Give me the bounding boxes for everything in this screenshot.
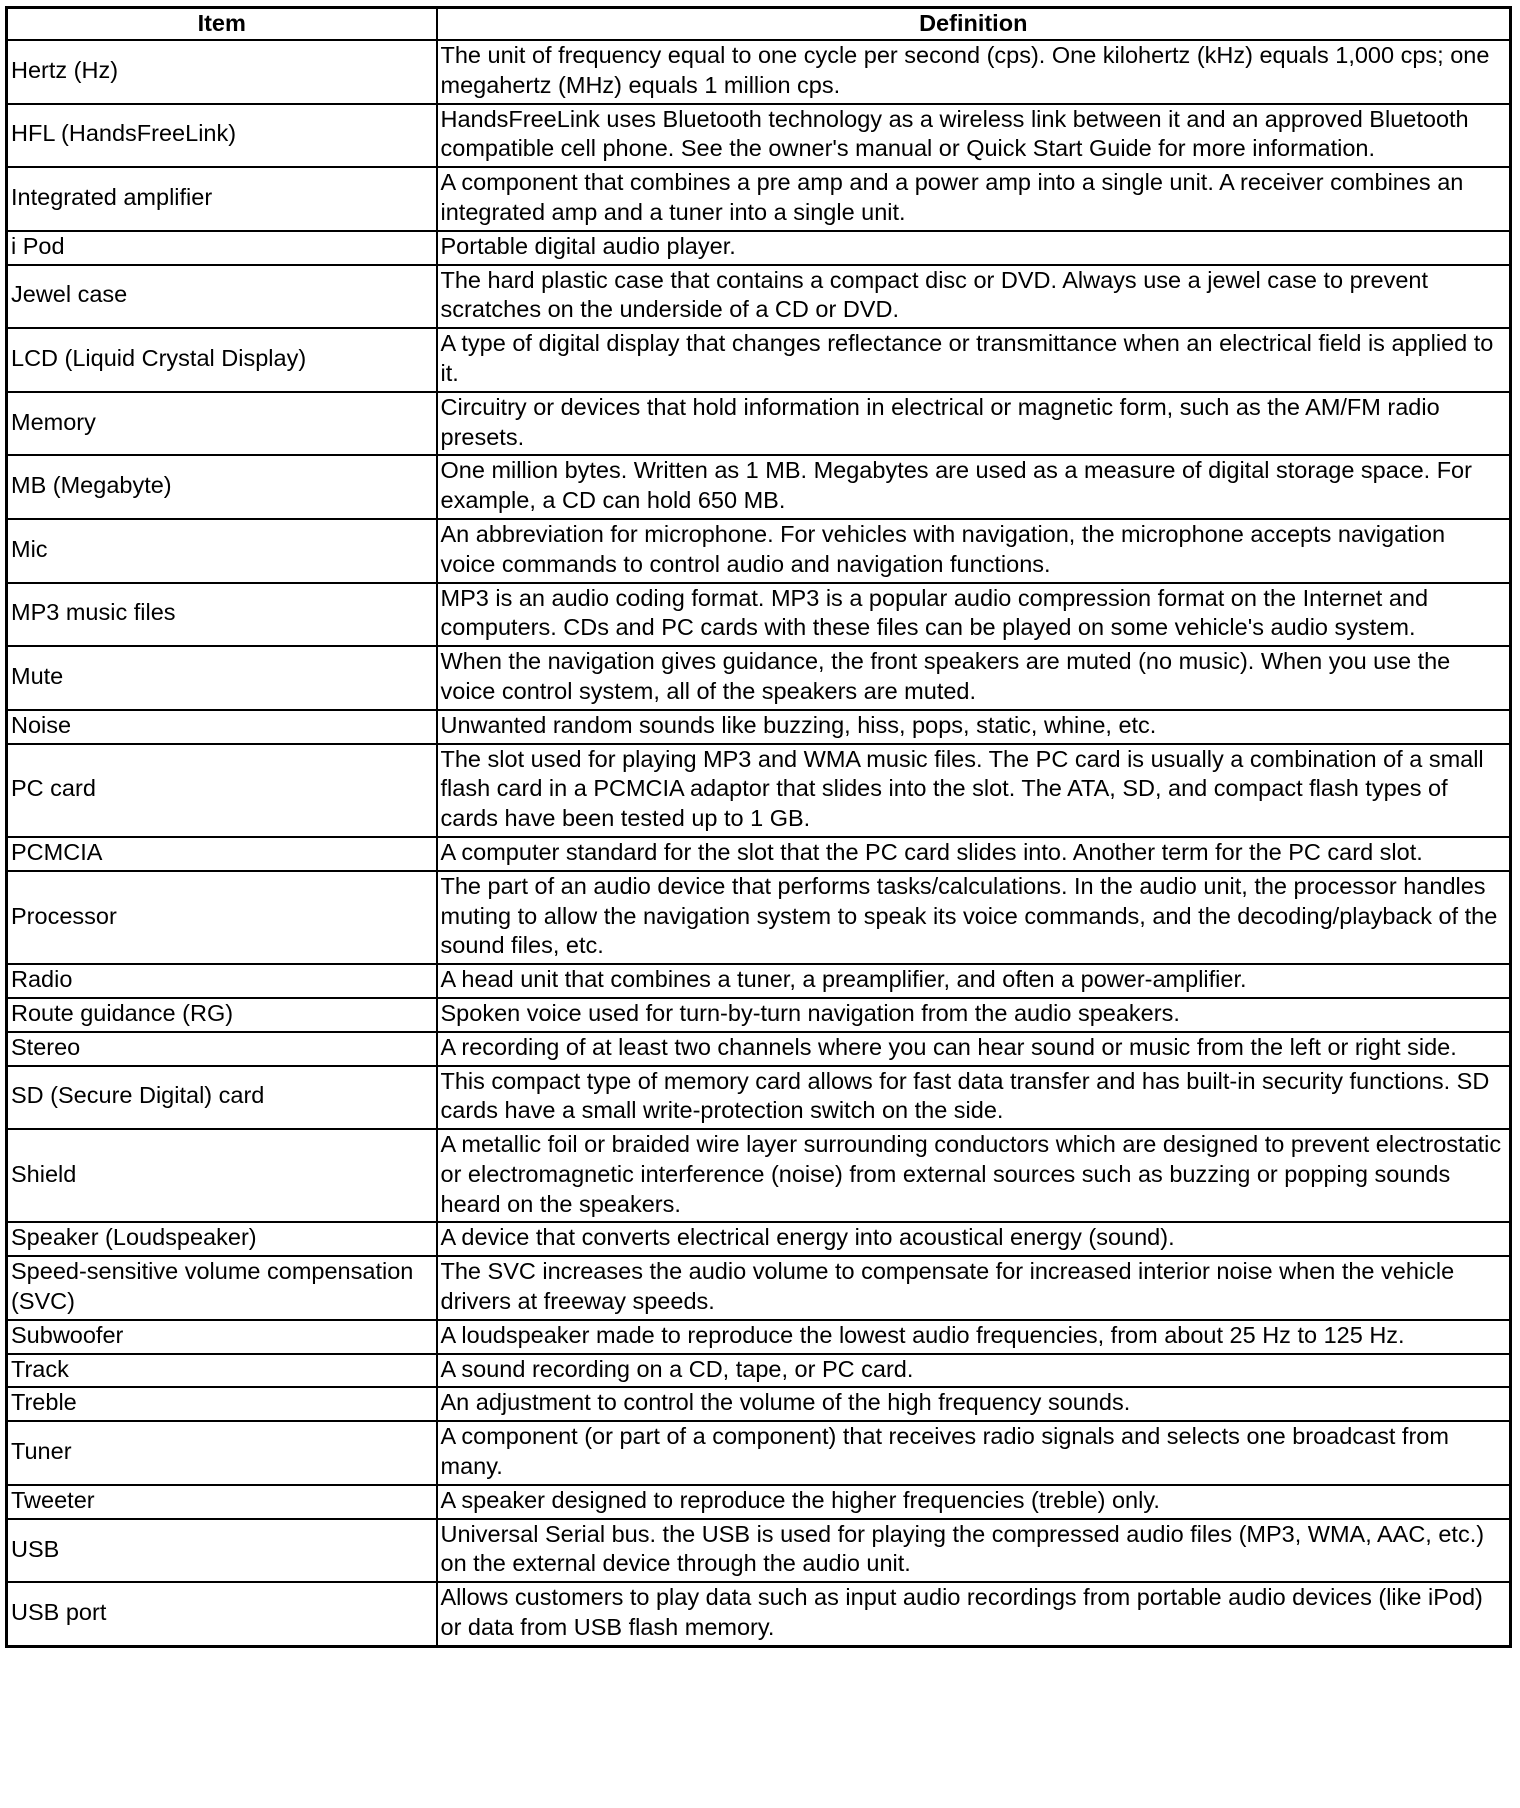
term-cell: Subwoofer [7,1320,437,1354]
term-cell: Radio [7,964,437,998]
definition-cell: A head unit that combines a tuner, a preamplifier, and often a power-amplifier. [437,964,1511,998]
table-row [7,837,1511,871]
header-definition: Definition [437,8,1511,41]
definition-cell: One million bytes. Written as 1 MB. Megabytes are used as a measure of digital storage space. For example, a CD can hold 650 MB. [437,455,1511,519]
table-row [7,231,1511,265]
table-row [7,1032,1511,1066]
term-cell: Tuner [7,1421,437,1485]
table-row [7,1222,1511,1256]
table-row [7,1387,1511,1421]
definition-cell: MP3 is an audio coding format. MP3 is a popular audio compression format on the Internet and computers. CDs and PC cards with these files can be played on some vehicle's audio system. [437,583,1511,647]
table-row [7,744,1511,837]
term-cell: Memory [7,392,437,456]
table-body [7,40,1511,1646]
term-cell: Mic [7,519,437,583]
definition-cell: Universal Serial bus. the USB is used for playing the compressed audio files (MP3, WMA, AAC, etc.) on the external device through the audio unit. [437,1519,1511,1583]
definition-cell: The part of an audio device that performs tasks/calculations. In the audio unit, the processor handles muting to allow the navigation system to speak its voice commands, and the decoding/playback of the sound files, etc. [437,871,1511,964]
term-cell: HFL (HandsFreeLink) [7,104,437,168]
term-cell: i Pod [7,231,437,265]
term-cell: Integrated amplifier [7,167,437,231]
term-cell: Track [7,1354,437,1388]
definition-cell: Portable digital audio player. [437,231,1511,265]
definition-cell: Allows customers to play data such as input audio recordings from portable audio devices (like iPod) or data from USB flash memory. [437,1582,1511,1646]
term-cell: SD (Secure Digital) card [7,1066,437,1130]
term-cell: Route guidance (RG) [7,998,437,1032]
table-row [7,1354,1511,1388]
definition-cell: A recording of at least two channels where you can hear sound or music from the left or right side. [437,1032,1511,1066]
table-row [7,1066,1511,1130]
term-cell: Stereo [7,1032,437,1066]
table-row [7,1485,1511,1519]
term-cell: PCMCIA [7,837,437,871]
definition-cell: A component (or part of a component) that receives radio signals and selects one broadcast from many. [437,1421,1511,1485]
definition-cell: An abbreviation for microphone. For vehicles with navigation, the microphone accepts navigation voice commands to control audio and navigation functions. [437,519,1511,583]
table-row [7,964,1511,998]
definition-cell: An adjustment to control the volume of the high frequency sounds. [437,1387,1511,1421]
table-row [7,998,1511,1032]
term-cell: Jewel case [7,265,437,329]
term-cell: Treble [7,1387,437,1421]
term-cell: Mute [7,646,437,710]
term-cell: Speaker (Loudspeaker) [7,1222,437,1256]
table-row [7,1256,1511,1320]
table-row [7,1421,1511,1485]
term-cell: Hertz (Hz) [7,40,437,104]
term-cell: MB (Megabyte) [7,455,437,519]
definition-cell: The slot used for playing MP3 and WMA music files. The PC card is usually a combination of a small flash card in a PCMCIA adaptor that slides into the slot. The ATA, SD, and compact flash types of cards have been tested up to 1 GB. [437,744,1511,837]
definition-cell: When the navigation gives guidance, the front speakers are muted (no music). When you use the voice control system, all of the speakers are muted. [437,646,1511,710]
header-item: Item [7,8,437,41]
glossary-table-container [5,6,1512,1648]
term-cell: USB [7,1519,437,1583]
definition-cell: A loudspeaker made to reproduce the lowest audio frequencies, from about 25 Hz to 125 Hz. [437,1320,1511,1354]
table-row [7,455,1511,519]
term-cell: Processor [7,871,437,964]
term-cell: Shield [7,1129,437,1222]
table-row [7,1320,1511,1354]
glossary-table [5,6,1512,1648]
table-row [7,519,1511,583]
table-row [7,1582,1511,1646]
table-row [7,40,1511,104]
definition-cell: A metallic foil or braided wire layer surrounding conductors which are designed to prevent electrostatic or electromagnetic interference (noise) from external sources such as buzzing or popping sounds heard on the speakers. [437,1129,1511,1222]
term-cell: Speed-sensitive volume compensation (SVC) [7,1256,437,1320]
table-row [7,265,1511,329]
definition-cell: A sound recording on a CD, tape, or PC card. [437,1354,1511,1388]
table-row [7,328,1511,392]
table-row [7,646,1511,710]
table-header-row [7,8,1511,41]
table-row [7,710,1511,744]
table-row [7,583,1511,647]
definition-cell: A component that combines a pre amp and a power amp into a single unit. A receiver combines an integrated amp and a tuner into a single unit. [437,167,1511,231]
definition-cell: The unit of frequency equal to one cycle per second (cps). One kilohertz (kHz) equals 1,000 cps; one megahertz (MHz) equals 1 million cps. [437,40,1511,104]
definition-cell: A type of digital display that changes reflectance or transmittance when an electrical field is applied to it. [437,328,1511,392]
definition-cell: Circuitry or devices that hold information in electrical or magnetic form, such as the AM/FM radio presets. [437,392,1511,456]
definition-cell: A speaker designed to reproduce the higher frequencies (treble) only. [437,1485,1511,1519]
table-row [7,871,1511,964]
definition-cell: A computer standard for the slot that the PC card slides into. Another term for the PC card slot. [437,837,1511,871]
table-row [7,104,1511,168]
term-cell: Noise [7,710,437,744]
term-cell: LCD (Liquid Crystal Display) [7,328,437,392]
definition-cell: HandsFreeLink uses Bluetooth technology as a wireless link between it and an approved Bluetooth compatible cell phone. See the owner's manual or Quick Start Guide for more information. [437,104,1511,168]
table-row [7,392,1511,456]
definition-cell: This compact type of memory card allows for fast data transfer and has built-in security functions. SD cards have a small write-protection switch on the side. [437,1066,1511,1130]
definition-cell: The SVC increases the audio volume to compensate for increased interior noise when the vehicle drivers at freeway speeds. [437,1256,1511,1320]
term-cell: Tweeter [7,1485,437,1519]
term-cell: MP3 music files [7,583,437,647]
term-cell: PC card [7,744,437,837]
table-row [7,1129,1511,1222]
table-row [7,1519,1511,1583]
definition-cell: Unwanted random sounds like buzzing, hiss, pops, static, whine, etc. [437,710,1511,744]
definition-cell: The hard plastic case that contains a compact disc or DVD. Always use a jewel case to prevent scratches on the underside of a CD or DVD. [437,265,1511,329]
table-row [7,167,1511,231]
definition-cell: Spoken voice used for turn-by-turn navigation from the audio speakers. [437,998,1511,1032]
term-cell: USB port [7,1582,437,1646]
definition-cell: A device that converts electrical energy into acoustical energy (sound). [437,1222,1511,1256]
